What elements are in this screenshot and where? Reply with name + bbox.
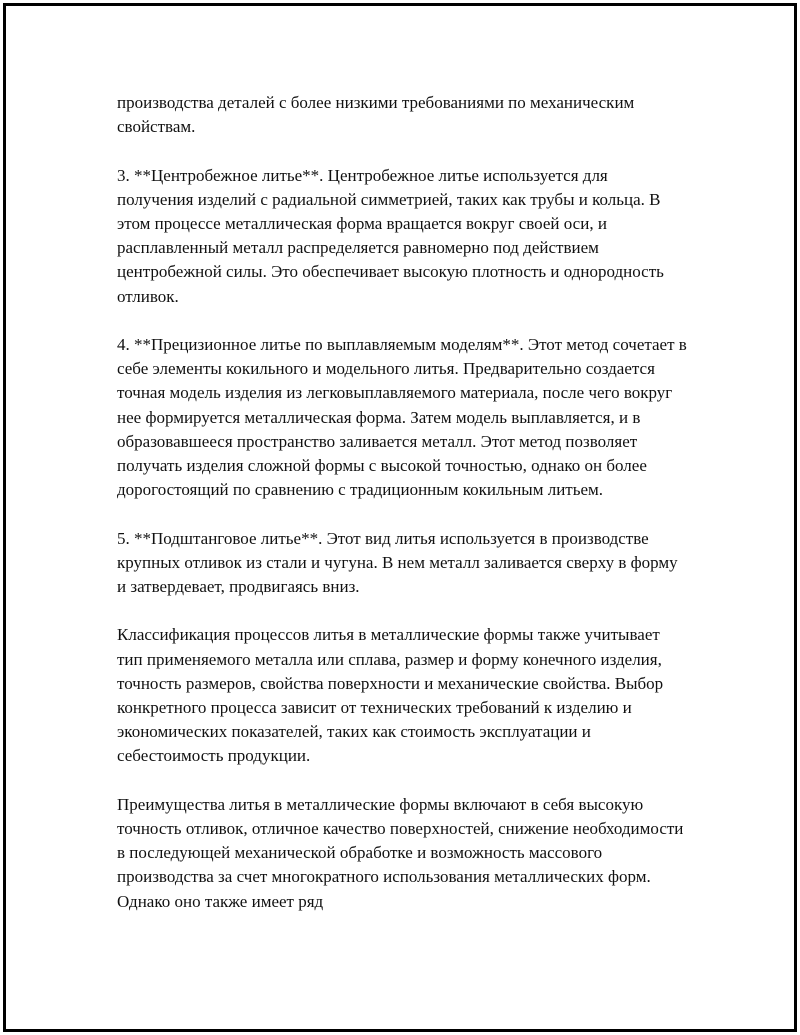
paragraph-centrifugal-casting: 3. **Центробежное литье**. Центробежное литье используется для получения изделий с радиальной симметрией, таких как трубы и кольца. В этом процессе металлическая форма вращается вокруг своей оси, и расплавленный металл распределяется равномерно под действием центробежной силы. Это обеспечивает высокую плотность и однородность отливок. <box>117 165 664 306</box>
paragraph-continuation: производства деталей с более низкими требованиями по механическим свойствам. <box>117 93 635 137</box>
paragraph-precision-casting: 4. **Прецизионное литье по выплавляемым моделям**. Этот метод сочетает в себе элементы кокильного и модельного литья. Предварительно создается точная модель изделия из легковыплавляемого материала, после чего вокруг нее формируется металлическая форма. Затем модель выплавляется, и в образовавшееся пространство заливается металл. Этот метод позволяет получать изделия сложной формы с высокой точностью, однако он более дорогостоящий по сравнению с традиционным кокильным литьем. <box>117 335 687 500</box>
paragraph-classification: Классификация процессов литья в металлические формы также учитывает тип применяемого металла или сплава, размер и форму конечного изделия, точность размеров, свойства поверхности и механические свойства. Выбор конкретного процесса зависит от технических требований к изделию и экономических показателей, таких как стоимость эксплуатации и себестоимость продукции. <box>117 625 664 766</box>
paragraph-bottom-pour-casting: 5. **Подштанговое литье**. Этот вид литья используется в производстве крупных отливок из стали и чугуна. В нем металл заливается сверху в форму и затвердевает, продвигаясь вниз. <box>117 528 678 597</box>
document-body <box>117 91 687 938</box>
paragraph-advantages: Преимущества литья в металлические формы включают в себя высокую точность отливок, отличное качество поверхностей, снижение необходимости в последующей механической обработке и возможность массового производства за счет многократного использования металлических форм. Однако оно также имеет ряд <box>117 794 684 911</box>
